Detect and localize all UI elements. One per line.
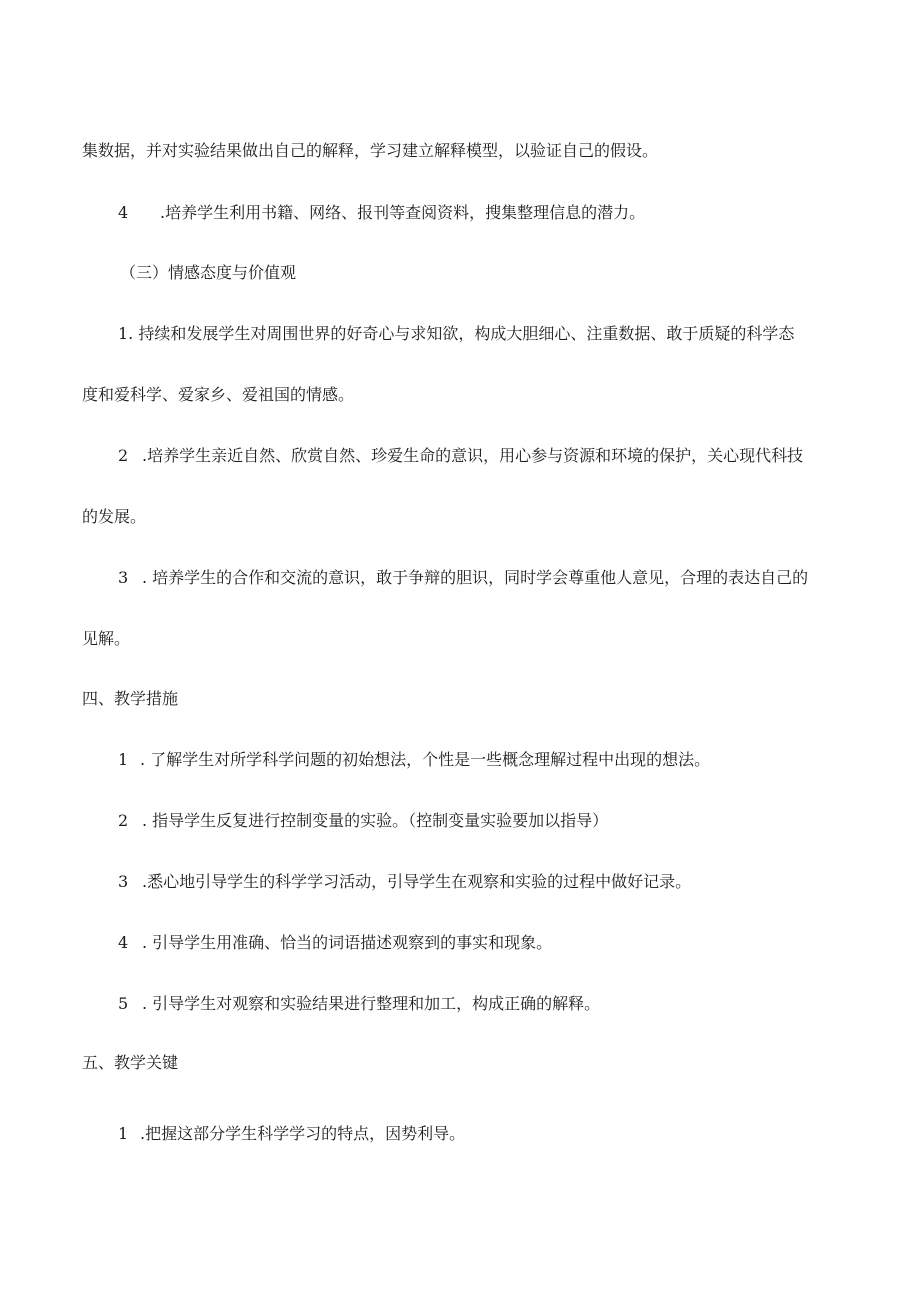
text: 见解。 xyxy=(82,629,131,648)
list-item xyxy=(118,811,608,831)
list-number: 5 xyxy=(118,994,129,1013)
list-item xyxy=(118,446,803,466)
list-number: 4 xyxy=(118,933,129,952)
text: .把握这部分学生科学学习的特点，因势利导。 xyxy=(140,1124,466,1143)
list-item xyxy=(118,324,794,344)
list-item xyxy=(118,750,710,770)
text: . 引导学生对观察和实验结果进行整理和加工，构成正确的解释。 xyxy=(142,994,601,1013)
text: 1. 持续和发展学生对周围世界的好奇心与求知欲，构成大胆细心、注重数据、敢于质疑的科学态 xyxy=(118,324,795,343)
paragraph-continuation xyxy=(82,141,658,161)
list-number: 1 xyxy=(118,750,129,769)
list-number: 4 xyxy=(118,203,129,222)
text: .培养学生亲近自然、欣赏自然、珍爱生命的意识，用心参与资源和环境的保护，关心现代科技 xyxy=(142,446,804,465)
paragraph-continuation xyxy=(82,385,354,405)
list-number: 3 xyxy=(118,568,129,587)
text: 集数据，并对实验结果做出自己的解释，学习建立解释模型，以验证自己的假设。 xyxy=(82,141,659,160)
list-item xyxy=(118,933,552,953)
section-heading xyxy=(82,1053,178,1073)
text: .悉心地引导学生的科学学习活动，引导学生在观察和实验的过程中做好记录。 xyxy=(142,872,692,891)
list-item xyxy=(118,872,691,892)
list-item xyxy=(118,203,645,223)
text: . 引导学生用准确、恰当的词语描述观察到的事实和现象。 xyxy=(142,933,553,952)
list-number: 2 xyxy=(118,811,129,830)
list-item xyxy=(118,568,808,588)
list-number: 2 xyxy=(118,446,129,465)
section-heading xyxy=(82,689,178,709)
list-number: 1 xyxy=(118,1124,129,1143)
list-number: 3 xyxy=(118,872,129,891)
subsection-heading xyxy=(120,263,296,283)
list-item xyxy=(118,994,600,1014)
text: . 了解学生对所学科学问题的初始想法，个性是一些概念理解过程中出现的想法。 xyxy=(140,750,711,769)
text: 四、教学措施 xyxy=(82,689,179,708)
text: （三）情感态度与价值观 xyxy=(120,263,297,282)
text: .培养学生利用书籍、网络、报刊等查阅资料，搜集整理信息的潜力。 xyxy=(160,203,646,222)
text: . 指导学生反复进行控制变量的实验。（控制变量实验要加以指导） xyxy=(142,811,609,830)
paragraph-continuation xyxy=(82,629,130,649)
paragraph-continuation xyxy=(82,507,146,527)
text: 五、教学关键 xyxy=(82,1053,179,1072)
text: 度和爱科学、爱家乡、爱祖国的情感。 xyxy=(82,385,355,404)
text: 的发展。 xyxy=(82,507,147,526)
text: . 培养学生的合作和交流的意识，敢于争辩的胆识，同时学会尊重他人意见，合理的表达自己的 xyxy=(142,568,809,587)
list-item xyxy=(118,1124,465,1144)
